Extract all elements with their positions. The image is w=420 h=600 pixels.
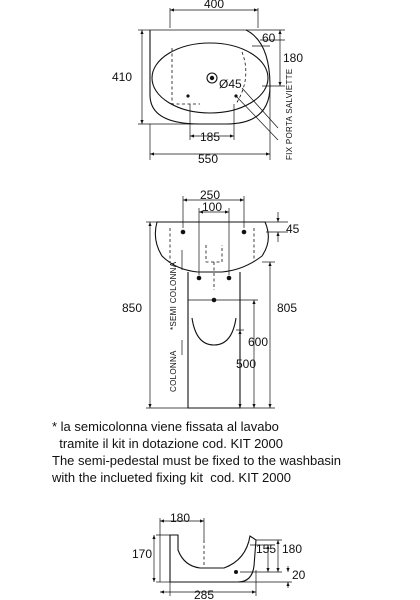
dim-250: 250	[200, 188, 221, 202]
note-line-4: with the inclueted fixing kit cod. KIT 2000	[52, 470, 291, 485]
dim-180-side-top: 180	[170, 511, 191, 525]
note-line-1: * la semicolonna viene fissata al lavabo	[52, 419, 279, 434]
front-view	[122, 188, 300, 408]
top-view-basin-outline	[150, 30, 270, 124]
dim-410: 410	[112, 70, 133, 84]
dim-550: 550	[198, 152, 219, 166]
note-line-3: The semi-pedestal must be fixed to the washbasin	[52, 453, 342, 468]
dim-20: 20	[292, 568, 306, 582]
drain-hole-inner	[210, 76, 214, 80]
pedestal	[188, 272, 240, 408]
dim-180-side-right: 180	[282, 542, 303, 556]
dim-850: 850	[122, 301, 143, 315]
label-fix-porta-salviette: FIX PORTA SALVIETTE	[285, 68, 294, 160]
dim-285: 285	[194, 588, 215, 600]
side-view-basin	[170, 535, 256, 582]
dim-600: 600	[248, 335, 269, 349]
dim-500: 500	[236, 357, 257, 371]
dim-45: 45	[286, 222, 300, 236]
dim-diameter-45: Ø45	[219, 77, 242, 91]
dim-155: 155	[256, 542, 277, 556]
side-view	[132, 511, 306, 600]
dim-60: 60	[262, 31, 276, 45]
dim-185: 185	[200, 130, 221, 144]
dim-805: 805	[277, 301, 298, 315]
dim-400: 400	[203, 0, 225, 11]
label-semi-colonna: *SEMI COLONNA	[169, 261, 178, 330]
top-view	[112, 0, 303, 166]
note-line-2: tramite il kit in dotazione cod. KIT 2000	[52, 436, 283, 451]
dim-100: 100	[202, 200, 223, 214]
installation-notes	[52, 418, 412, 486]
dim-180-top: 180	[283, 51, 304, 65]
dim-170: 170	[132, 547, 153, 561]
label-colonna: COLONNA	[169, 350, 178, 392]
